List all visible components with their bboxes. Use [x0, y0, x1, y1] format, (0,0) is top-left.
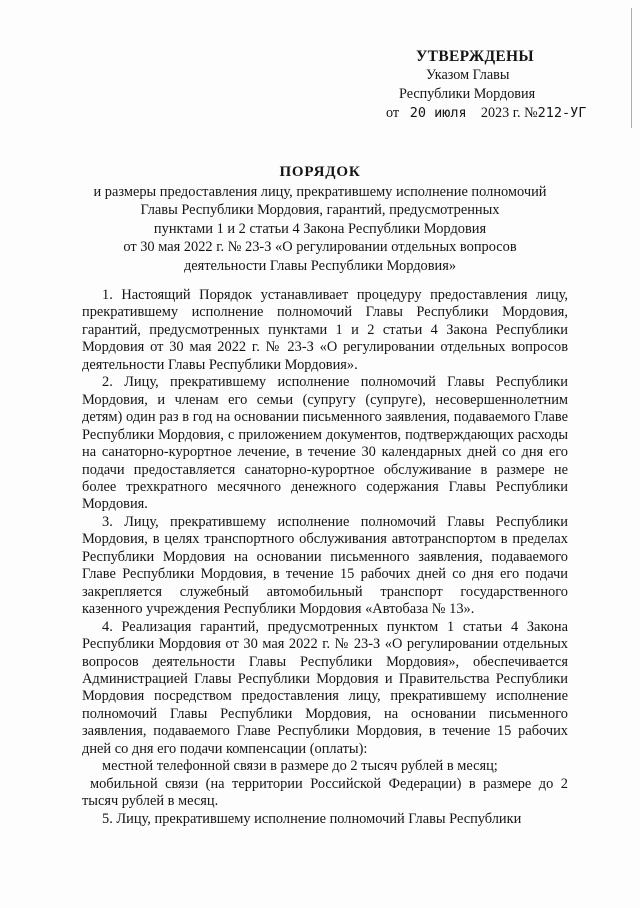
paragraph-3: 3. Лицу, прекратившему исполнение полномочий Главы Республики Мордовия, в целях транспортного обслуживания автотранспортом в пределах Республики Мордовия на основании письменного заявления, подаваемого Главе Республики Мордовия, в течение 15 рабочих дней со дня его подачи закрепляется служебный автомобильный транспорт государственного казенного учреждения Республики Мордовия «Автобаза № 13». — [82, 513, 568, 618]
date-day-month: 20 июля — [409, 105, 467, 121]
approval-decree-line: Указом Главы — [426, 67, 510, 83]
paragraph-4-item-mobile: мобильной связи (на территории Российской Федерации) в размере до 2 тысяч рублей в месяц. — [82, 775, 568, 810]
date-year: 2023 г. № — [480, 105, 538, 121]
title-line: от 30 мая 2022 г. № 23-З «О регулировании отдельных вопросов — [123, 239, 517, 255]
approval-stamp-block — [386, 47, 626, 123]
paragraph-4-item-local-phone: местной телефонной связи в размере до 2 тысяч рублей в месяц; — [102, 758, 498, 775]
title-line: пунктами 1 и 2 статьи 4 Закона Республики Мордовия — [153, 220, 487, 237]
title-line: деятельности Главы Республики Мордовия» — [183, 257, 457, 274]
date-prefix: от — [386, 105, 400, 121]
paragraph-1: 1. Настоящий Порядок устанавливает процедуру предоставления лицу, прекратившему исполнение полномочий Главы Республики Мордовия, гарантий, предусмотренных пунктами 1 и 2 статьи 4 Закона Республики Мордовия от 30 мая 2022 г. № 23-З «О регулировании отдельных вопросов деятельности Главы Республики Мордовия». — [82, 287, 568, 373]
title-line: Главы Республики Мордовия, гарантий, предусмотренных — [140, 202, 500, 218]
document-title — [60, 163, 580, 275]
approval-title: УТВЕРЖДЕНЫ — [416, 48, 534, 65]
scan-edge-line — [631, 8, 632, 128]
paragraph-5: 5. Лицу, прекратившему исполнение полномочий Главы Республики — [102, 810, 522, 827]
approval-republic-line: Республики Мордовия — [399, 86, 536, 102]
paragraph-4: 4. Реализация гарантий, предусмотренных пунктом 1 статьи 4 Закона Республики Мордовия от 30 мая 2022 г. № 23-З «О регулировании отдельных вопросов деятельности Главы Республики Мордовия», обеспечивается Администрацией Главы Республики Мордовия и Правительства Республики Мордовия посредством предоставления лицу, прекратившему исполнение полномочий Главы Республики Мордовия, на основании письменного заявления, подаваемого Главе Республики Мордовия, в течение 15 рабочих дней со дня его подачи компенсации (оплаты): — [82, 618, 568, 757]
document-body — [82, 287, 568, 828]
decree-number: 212-УГ — [537, 105, 587, 121]
title-line: и размеры предоставления лицу, прекратившему исполнение полномочий — [93, 183, 547, 200]
document-heading: ПОРЯДОК — [279, 164, 361, 180]
approval-date-line — [386, 104, 626, 123]
paragraph-2: 2. Лицу, прекратившему исполнение полномочий Главы Республики Мордовия, и членам его семьи (супругу (супруге), несовершеннолетним детям) один раз в год на основании письменного заявления, подаваемого Главе Республики Мордовия, с приложением документов, подтверждающих расходы на санаторно-курортное лечение, в течение 30 календарных дней со дня его подачи предоставляется санаторно-курортное обслуживание в размере не более трехкратного месячного денежного содержания Главы Республики Мордовия. — [82, 374, 568, 513]
